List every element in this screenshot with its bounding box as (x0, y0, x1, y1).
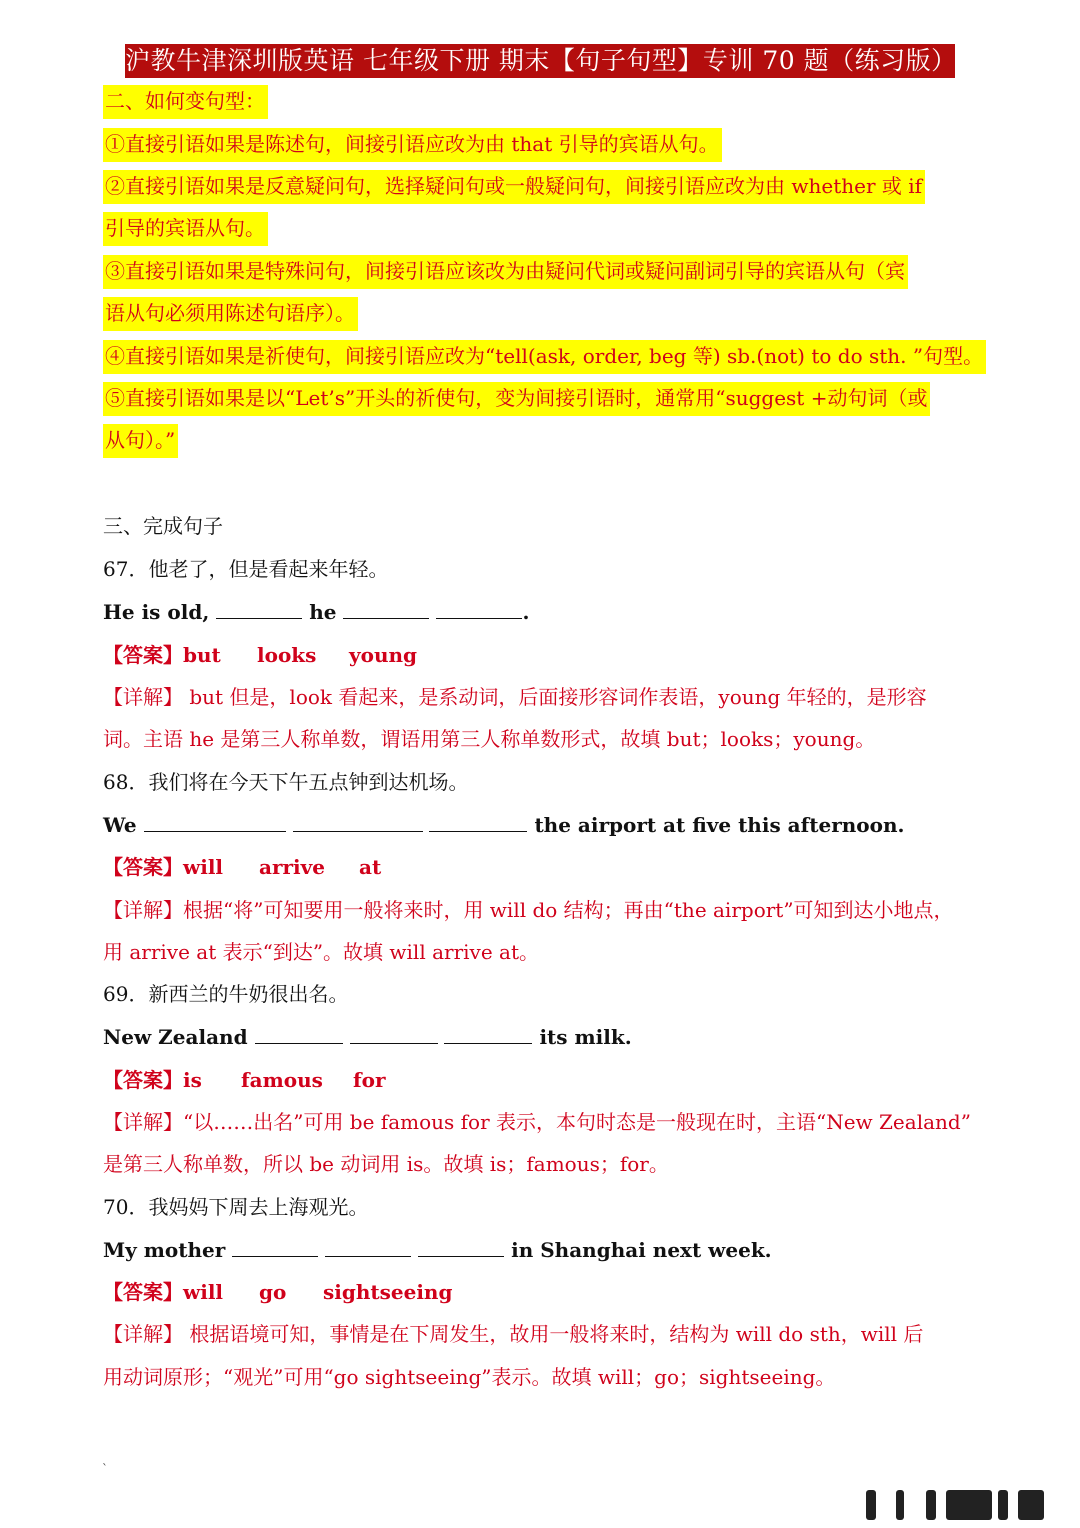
answer-blank[interactable] (350, 1023, 438, 1044)
page-title: 沪教牛津深圳版英语 七年级下册 期末【句子句型】专训 70 题（练习版） (125, 44, 955, 78)
watermark-logo (846, 1488, 1058, 1526)
detail-line: 用 arrive at 表示“到达”。故填 will arrive at。 (103, 940, 539, 964)
answer-blank[interactable] (293, 811, 423, 832)
question-stem: 67．他老了，但是看起来年轻。 (103, 557, 389, 581)
detail-line: 词。主语 he 是第三人称单数，谓语用第三人称单数形式，故填 but；looks；young。 (103, 727, 876, 751)
answer-blank[interactable] (343, 598, 429, 619)
answer-line: 【答案】is famous for (103, 1068, 386, 1092)
detail-line: 用动词原形；“观光”可用“go sightseeing”表示。故填 will；go；sightseeing。 (103, 1365, 836, 1389)
rule-1: ①直接引语如果是陈述句，间接引语应改为由 that 引导的宾语从句。 (103, 129, 722, 159)
detail-line: 【详解】根据“将”可知要用一般将来时，用 will do 结构；再由“the airport”可知到达小地点， (103, 898, 954, 922)
rule-5-line1: ⑤直接引语如果是以“Let’s”开头的祈使句，变为间接引语时，通常用“suggest +动句词（或 (103, 383, 930, 413)
section3-heading: 三、完成句子 (103, 514, 223, 538)
answer-blank[interactable] (444, 1023, 532, 1044)
answer-blank[interactable] (418, 1236, 504, 1257)
answer-blank[interactable] (436, 598, 522, 619)
page-mark: ` (102, 1462, 108, 1476)
question-sentence: New Zealand its milk. (103, 1025, 632, 1049)
rule-4: ④直接引语如果是祈使句，间接引语应改为“tell(ask, order, beg 等) sb.(not) to do sth. ”句型。 (103, 341, 986, 371)
rule-3-line2: 语从句必须用陈述句语序）。 (103, 298, 358, 328)
rule-2-line1: ②直接引语如果是反意疑问句，选择疑问句或一般疑问句，间接引语应改为由 whether 或 if (103, 171, 925, 201)
answer-blank[interactable] (255, 1023, 343, 1044)
answer-blank[interactable] (325, 1236, 411, 1257)
answer-line: 【答案】will go sightseeing (103, 1280, 453, 1304)
question-sentence: He is old, he . (103, 600, 530, 624)
answer-blank[interactable] (429, 811, 527, 832)
detail-line: 【详解】 but 但是，look 看起来，是系动词，后面接形容词作表语，young 年轻的，是形容 (103, 685, 927, 709)
rule-2-line2: 引导的宾语从句。 (103, 213, 268, 243)
question-sentence: My mother in Shanghai next week. (103, 1238, 772, 1262)
answer-blank[interactable] (144, 811, 286, 832)
question-sentence: We the airport at five this afternoon. (103, 813, 905, 837)
question-stem: 68．我们将在今天下午五点钟到达机场。 (103, 770, 469, 794)
detail-line: 是第三人称单数，所以 be 动词用 is。故填 is；famous；for。 (103, 1152, 669, 1176)
rule-3-line1: ③直接引语如果是特殊问句，间接引语应该改为由疑问代词或疑问副词引导的宾语从句（宾 (103, 256, 908, 286)
answer-blank[interactable] (216, 598, 302, 619)
detail-line: 【详解】 根据语境可知，事情是在下周发生，故用一般将来时，结构为 will do sth，will 后 (103, 1322, 924, 1346)
answer-line: 【答案】will arrive at (103, 855, 382, 879)
answer-line: 【答案】but looks young (103, 643, 418, 667)
question-stem: 70．我妈妈下周去上海观光。 (103, 1195, 369, 1219)
rule-5-line2: 从句）。” (103, 425, 178, 455)
detail-line: 【详解】“以……出名”可用 be famous for 表示，本句时态是一般现在时，主语“New Zealand” (103, 1110, 971, 1134)
question-stem: 69．新西兰的牛奶很出名。 (103, 982, 349, 1006)
answer-blank[interactable] (232, 1236, 318, 1257)
section2-heading: 二、如何变句型： (103, 86, 268, 116)
